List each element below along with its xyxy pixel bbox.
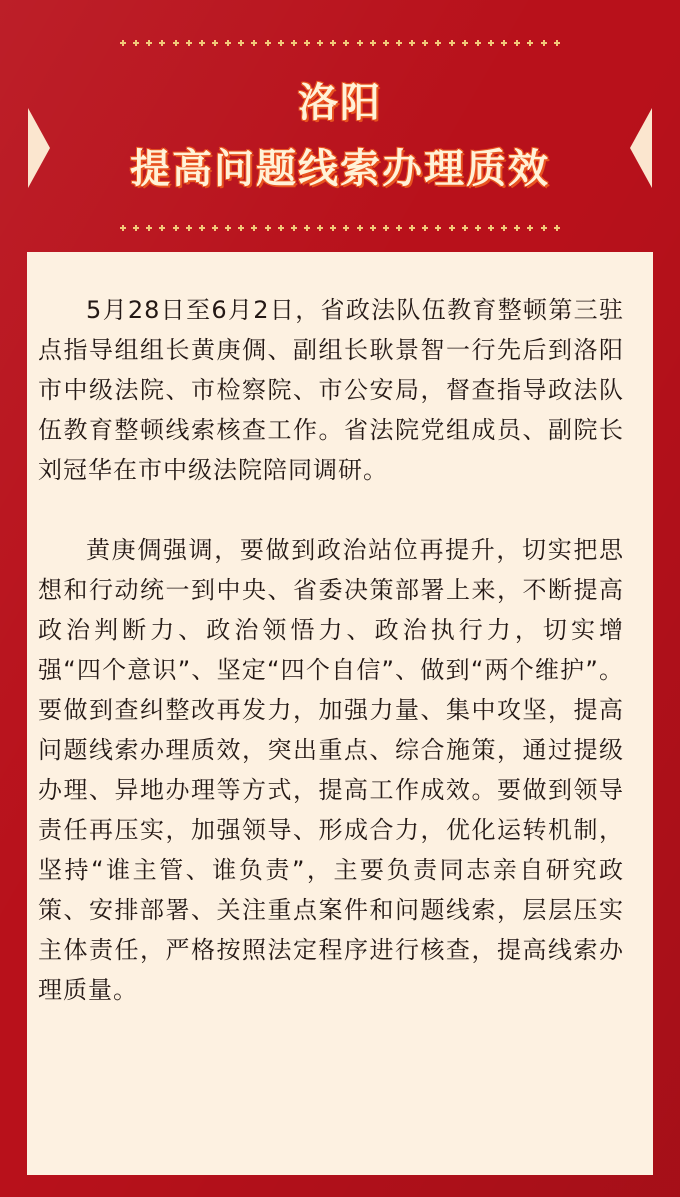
plus-dot-icon [330, 40, 336, 46]
plus-dot-icon [488, 40, 494, 46]
plus-dot-icon [357, 225, 363, 231]
plus-dot-icon [383, 40, 389, 46]
plus-dot-icon [146, 225, 152, 231]
plus-dot-icon [146, 40, 152, 46]
plus-dot-icon [396, 225, 402, 231]
plus-dot-icon [449, 40, 455, 46]
plus-dot-icon [409, 40, 415, 46]
plus-dot-icon [278, 225, 284, 231]
plus-dot-icon [475, 40, 481, 46]
plus-dot-icon [159, 225, 165, 231]
plus-dot-icon [541, 40, 547, 46]
plus-dot-icon [120, 40, 126, 46]
top-dot-divider [120, 40, 560, 50]
plus-dot-icon [462, 225, 468, 231]
plus-dot-icon [186, 225, 192, 231]
plus-dot-icon [462, 40, 468, 46]
plus-dot-icon [527, 225, 533, 231]
plus-dot-icon [501, 225, 507, 231]
title-line-1: 洛阳 [298, 80, 382, 126]
plus-dot-icon [186, 40, 192, 46]
plus-dot-icon [541, 225, 547, 231]
plus-dot-icon [514, 40, 520, 46]
plus-dot-icon [527, 40, 533, 46]
plus-dot-icon [554, 40, 560, 46]
plus-dot-icon [422, 225, 428, 231]
plus-dot-icon [133, 40, 139, 46]
plus-dot-icon [133, 225, 139, 231]
paragraph-2: 黄庚倜强调，要做到政治站位再提升，切实把思想和行动统一到中央、省委决策部署上来，不断提高政治判断力、政治领悟力、政治执行力，切实增强“四个意识”、坚定“四个自信”、做到“两个维护”。要做到查纠整改再发力，加强力量、集中攻坚，提高问题线索办理质效，突出重点、综合施策，通过提级办理、异地办理等方式，提高工作成效。要做到领导责任再压实，加强领导、形成合力，优化运转机制，坚持“谁主管、谁负责”，主要负责同志亲自研究政策、安排部署、关注重点案件和问题线索，层层压实主体责任，严格按照法定程序进行核查，提高线索办理质量。 [38, 536, 624, 1004]
plus-dot-icon [199, 40, 205, 46]
plus-dot-icon [199, 225, 205, 231]
plus-dot-icon [514, 225, 520, 231]
plus-dot-icon [265, 40, 271, 46]
plus-dot-icon [291, 40, 297, 46]
plus-dot-icon [265, 225, 271, 231]
plus-dot-icon [370, 40, 376, 46]
plus-dot-icon [173, 40, 179, 46]
plus-dot-icon [317, 40, 323, 46]
plus-dot-icon [304, 40, 310, 46]
plus-dot-icon [343, 40, 349, 46]
paragraph-1: 5月28日至6月2日，省政法队伍教育整顿第三驻点指导组组长黄庚倜、副组长耿景智一行先后到洛阳市中级法院、市检察院、市公安局，督查指导政法队伍教育整顿线索核查工作。省法院党组成员、副院长刘冠华在市中级法院陪同调研。 [38, 296, 624, 484]
plus-dot-icon [501, 40, 507, 46]
plus-dot-icon [488, 225, 494, 231]
plus-dot-icon [225, 40, 231, 46]
plus-dot-icon [278, 40, 284, 46]
plus-dot-icon [435, 225, 441, 231]
plus-dot-icon [409, 225, 415, 231]
plus-dot-icon [238, 40, 244, 46]
plus-dot-icon [304, 225, 310, 231]
header-title [0, 72, 680, 200]
plus-dot-icon [383, 225, 389, 231]
plus-dot-icon [159, 40, 165, 46]
plus-dot-icon [330, 225, 336, 231]
plus-dot-icon [435, 40, 441, 46]
plus-dot-icon [317, 225, 323, 231]
title-line-2: 提高问题线索办理质效 [130, 146, 550, 192]
plus-dot-icon [212, 40, 218, 46]
plus-dot-icon [120, 225, 126, 231]
plus-dot-icon [291, 225, 297, 231]
plus-dot-icon [251, 40, 257, 46]
plus-dot-icon [370, 225, 376, 231]
plus-dot-icon [475, 225, 481, 231]
plus-dot-icon [173, 225, 179, 231]
plus-dot-icon [422, 40, 428, 46]
article-body [38, 290, 624, 1010]
plus-dot-icon [225, 225, 231, 231]
bottom-dot-divider [120, 225, 560, 235]
plus-dot-icon [251, 225, 257, 231]
plus-dot-icon [212, 225, 218, 231]
plus-dot-icon [357, 40, 363, 46]
plus-dot-icon [449, 225, 455, 231]
plus-dot-icon [396, 40, 402, 46]
plus-dot-icon [554, 225, 560, 231]
plus-dot-icon [238, 225, 244, 231]
plus-dot-icon [343, 225, 349, 231]
